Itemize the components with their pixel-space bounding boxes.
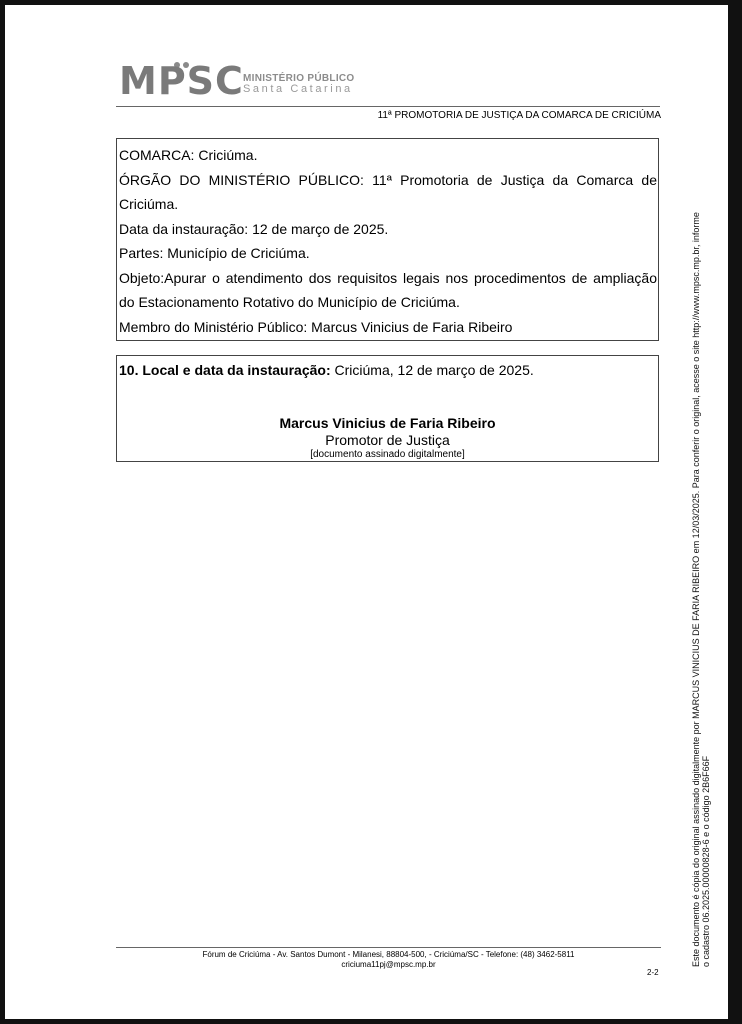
signer-role: Promotor de Justiça [325,432,450,448]
partes-line: Partes: Município de Criciúma. [119,245,310,261]
footer-address: Fórum de Criciúma - Av. Santos Dumont - Milanesi, 88804-500, - Criciúma/SC - Telefone: (48) 3462-5811 [202,950,575,959]
orgao-line-continued: Criciúma. [119,196,179,212]
mpsc-logo [119,53,369,105]
footer-divider [116,947,661,948]
footer-email: criciuma11pj@mpsc.mp.br [341,960,436,969]
logo-letters: MPSC [119,59,244,103]
page-number: 2-2 [647,968,659,977]
objeto-line-continued: do Estacionamento Rotativo do Município de Criciúma. [119,294,460,310]
logo-organization: MINISTÉRIO PÚBLICO [243,73,355,84]
logo-state: Santa Catarina [243,83,353,95]
document-page [5,5,728,1019]
signature-box [116,355,659,462]
local-data-value: Criciúma, 12 de março de 2025. [330,362,534,378]
margin-note-line1: Este documento é cópia do original assinado digitalmente por MARCUS VINICIUS DE FARIA RIBEIRO em 12/03/2025. Para conferir o original, acesse o site http://www.mpsc.mp.br, informe [691,212,701,967]
local-data-label: 10. Local e data da instauração: [119,362,331,378]
header-divider [116,106,660,107]
data-instauracao-line: Data da instauração: 12 de março de 2025. [119,220,389,237]
digital-signature-note: [documento assinado digitalmente] [310,449,465,460]
margin-note-line2: o cadastro 06.2025.00000828-6 e o código 2B6F66F [701,755,711,967]
objeto-line: Objeto:Apurar o atendimento dos requisitos legais nos procedimentos de ampliação [119,269,657,286]
authenticity-margin-note [691,57,711,967]
comarca-line: COMARCA: Criciúma. [119,147,258,163]
local-data-line [119,361,534,379]
signer-name: Marcus Vinicius de Faria Ribeiro [279,415,496,431]
membro-line: Membro do Ministério Público: Marcus Vinicius de Faria Ribeiro [119,318,513,335]
orgao-line: ÓRGÃO DO MINISTÉRIO PÚBLICO: 11ª Promotoria de Justiça da Comarca de [119,171,657,188]
procedure-info-box [116,138,659,341]
promotoria-heading: 11ª PROMOTORIA DE JUSTIÇA DA COMARCA DE CRICIÚMA [377,110,661,121]
